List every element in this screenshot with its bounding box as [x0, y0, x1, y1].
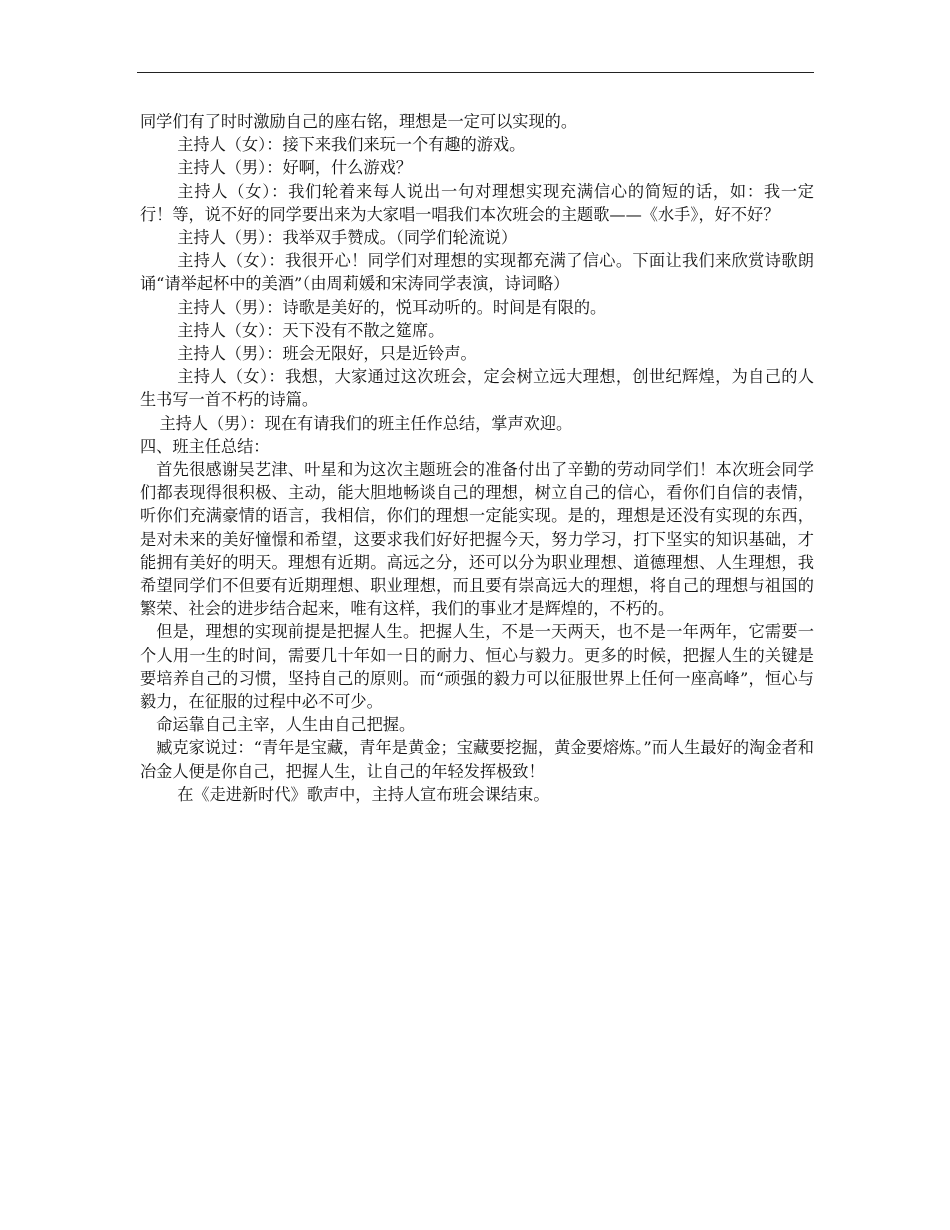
document-body: [140, 110, 814, 806]
summary-paragraph: 臧克家说过：“青年是宝藏，青年是黄金；宝藏要挖掘，黄金要熔炼。”而人生最好的淘金者和冶金人便是你自己，把握人生，让自己的年轻发挥极致！: [140, 738, 814, 781]
dialogue-line: 主持人（女）：我想，大家通过这次班会，定会树立远大理想，创世纪辉煌，为自己的人生书写一首不朽的诗篇。: [140, 367, 814, 410]
dialogue-line: 主持人（女）：我们轮着来每人说出一句对理想实现充满信心的简短的话，如：我一定行！等，说不好的同学要出来为大家唱一唱我们本次班会的主题歌——《水手》，好不好？: [140, 181, 814, 224]
dialogue-line: 主持人（男）：诗歌是美好的，悦耳动听的。时间是有限的。: [177, 297, 607, 317]
dialogue-line: 主持人（男）：我举双手赞成。（同学们轮流说）: [177, 228, 518, 248]
dialogue-line: 主持人（女）：我很开心！同学们对理想的实现都充满了信心。下面让我们来欣赏诗歌朗诵“请举起杯中的美酒”（由周莉媛和宋涛同学表演，诗词略）: [140, 251, 814, 294]
dialogue-line: 主持人（女）：接下来我们来玩一个有趣的游戏。: [177, 135, 526, 155]
dialogue-line: 主持人（女）：天下没有不散之筵席。: [177, 320, 445, 340]
summary-paragraph: 命运靠自己主宰，人生由自己把握。: [156, 715, 416, 735]
dialogue-line: 主持人（男）：现在有请我们的班主任作总结，掌声欢迎。: [159, 413, 573, 433]
closing-line: 在《走进新时代》歌声中，主持人宣布班会课结束。: [177, 784, 550, 804]
header-rule: [137, 72, 814, 73]
summary-paragraph: 首先很感谢吴艺津、叶星和为这次主题班会的准备付出了辛勤的劳动同学们！本次班会同学们都表现得很积极、主动，能大胆地畅谈自己的理想，树立自己的信心，看你们自信的表情，听你们充满豪情的语言，我相信，你们的理想一定能实现。是的，理想是还没有实现的东西，是对未来的美好憧憬和希望，这要求我们好好把握今天，努力学习，打下坚实的知识基础，才能拥有美好的明天。理想有近期。高远之分，还可以分为职业理想、道德理想、人生理想，我希望同学们不但要有近期理想、职业理想，而且要有崇高远大的理想，将自己的理想与祖国的繁荣、社会的进步结合起来，唯有这样，我们的事业才是辉煌的，不朽的。: [140, 460, 814, 619]
dialogue-line: 主持人（男）：班会无限好，只是近铃声。: [177, 344, 477, 364]
dialogue-line: 主持人（男）：好啊，什么游戏？: [177, 158, 412, 178]
section-heading: 四、班主任总结：: [140, 436, 270, 456]
paragraph-motto: 同学们有了时时激励自己的座右铭，理想是一定可以实现的。: [140, 112, 578, 131]
summary-paragraph: 但是，理想的实现前提是把握人生。把握人生，不是一天两天，也不是一年两年，它需要一个人用一生的时间，需要几十年如一日的耐力、恒心与毅力。更多的时候，把握人生的关键是要培养自己的习惯，坚持自己的原则。而“顽强的毅力可以征服世界上任何一座高峰”，恒心与毅力，在征服的过程中必不可少。: [140, 622, 814, 712]
